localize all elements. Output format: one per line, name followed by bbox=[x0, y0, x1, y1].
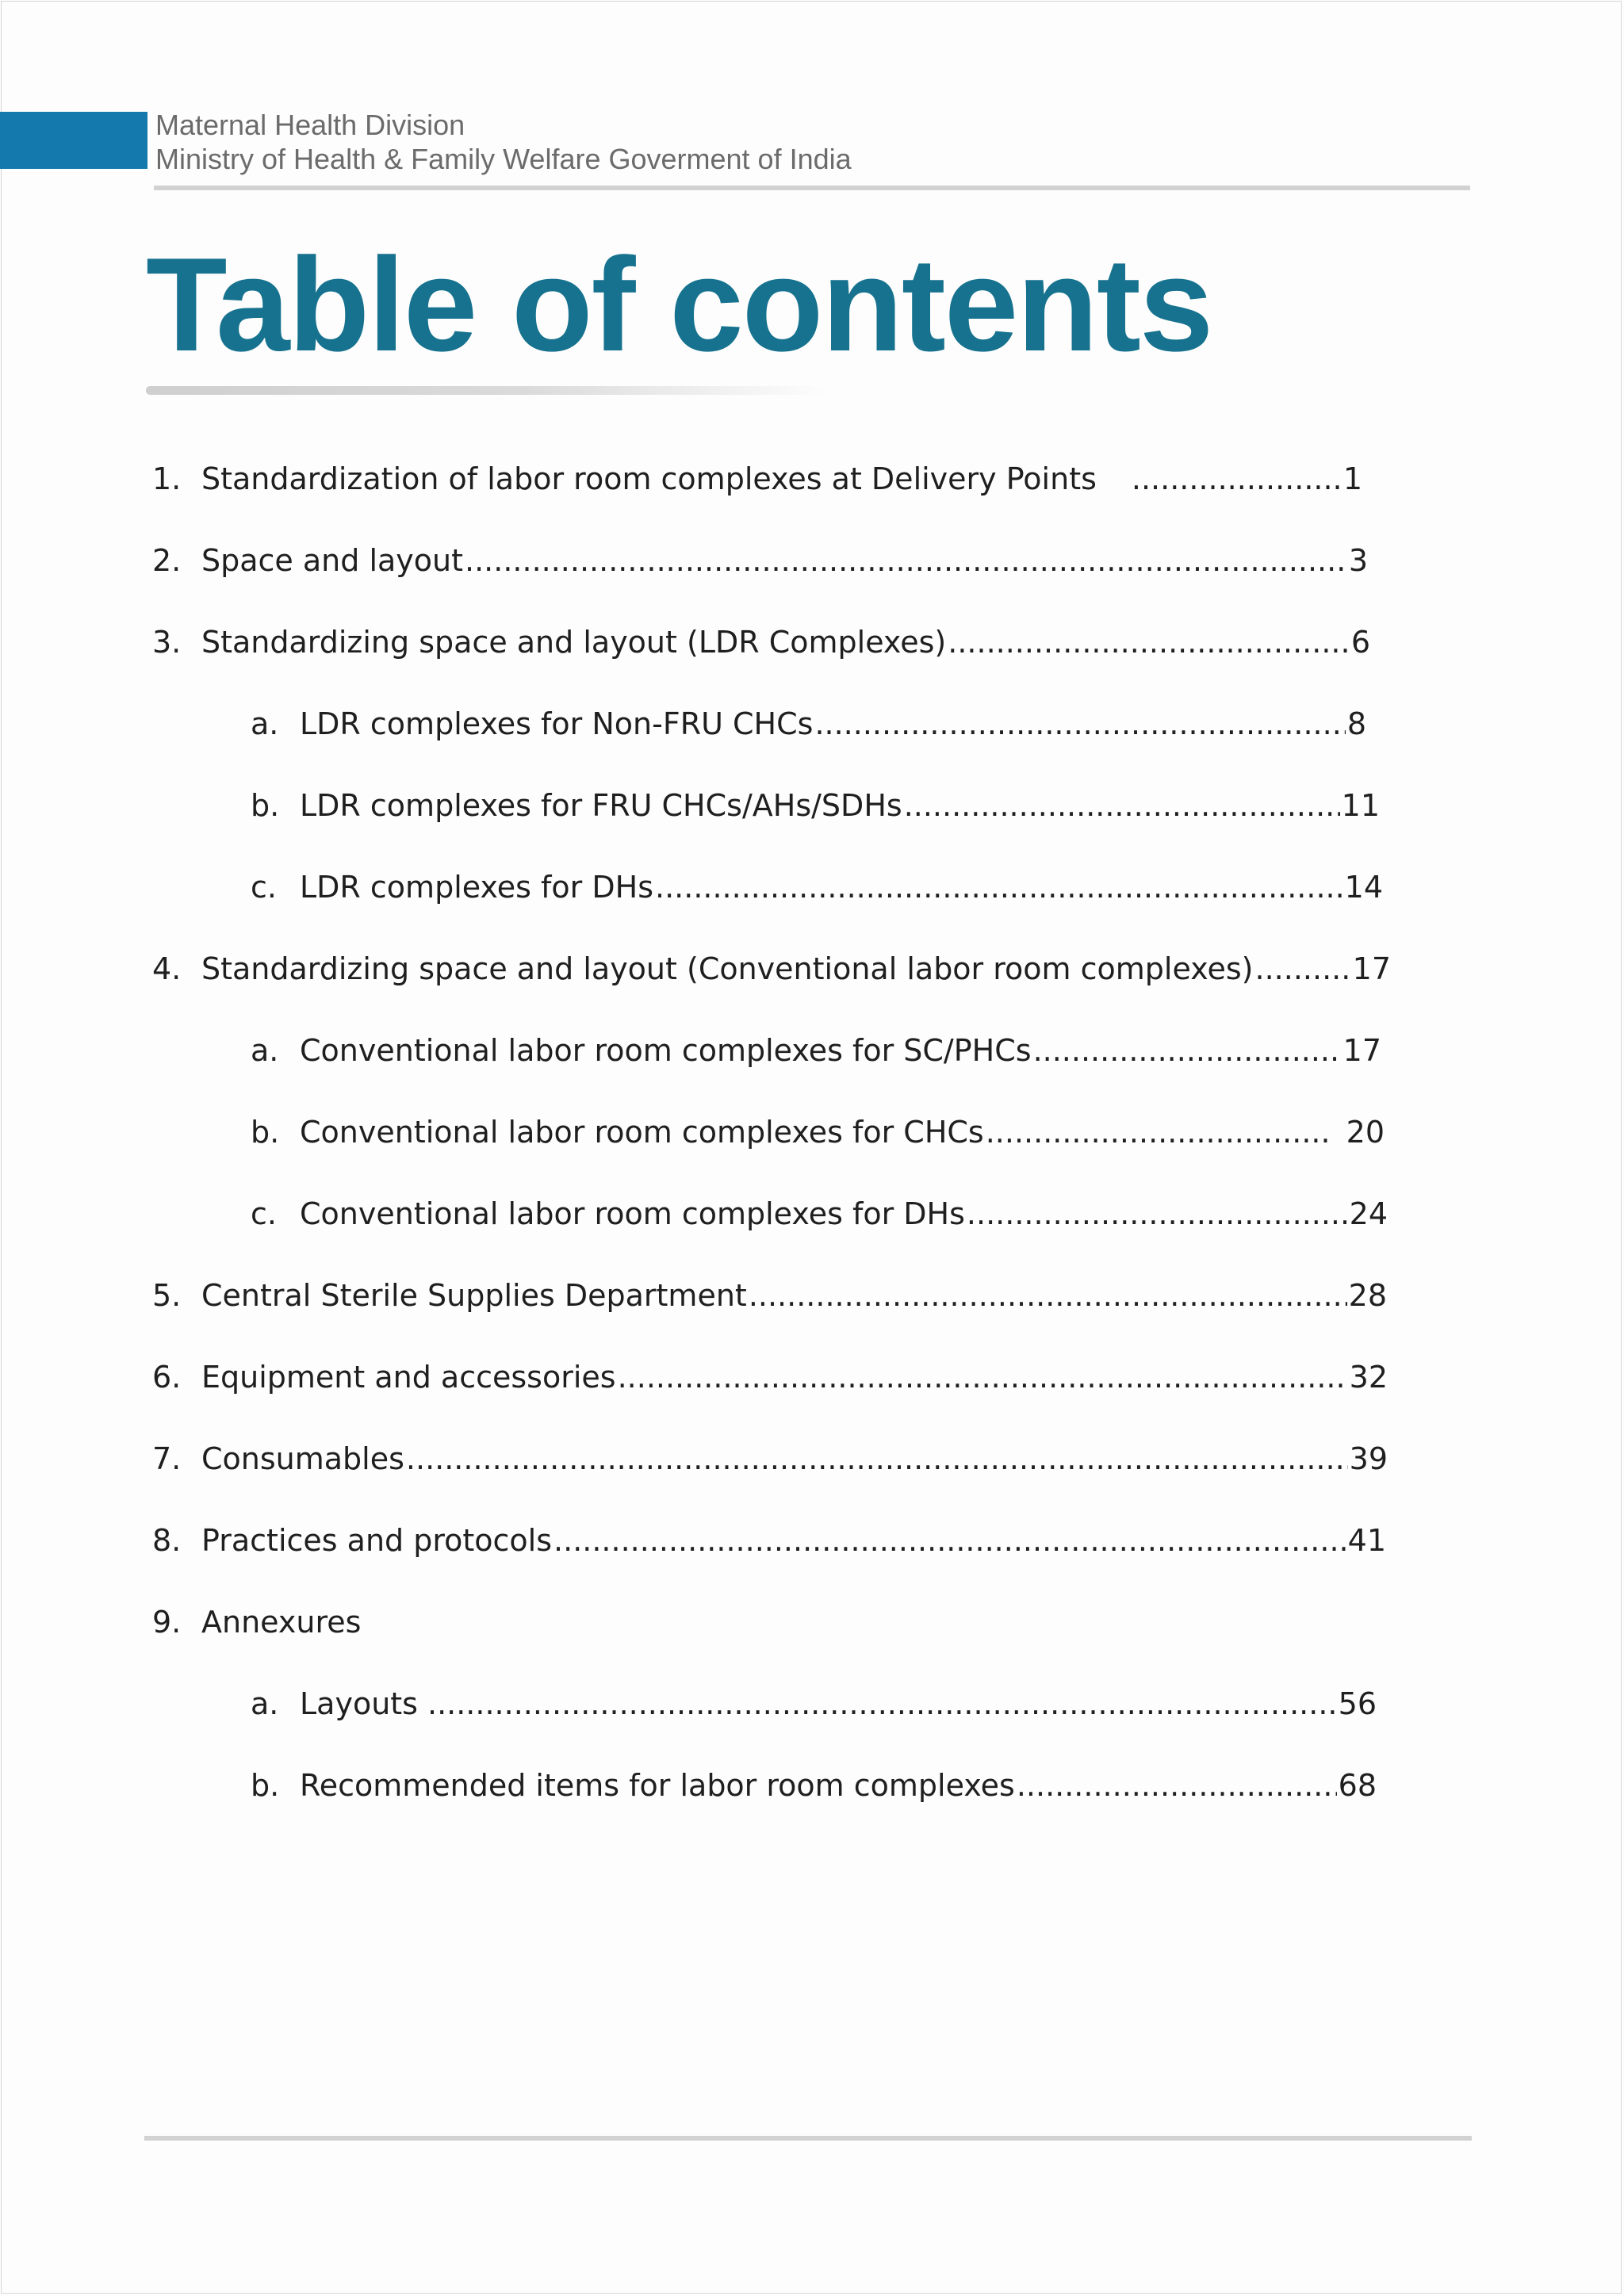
toc-page-number: 14 bbox=[1344, 870, 1383, 905]
toc-letter: a. bbox=[251, 1686, 279, 1721]
toc-entry[interactable] bbox=[251, 1196, 1388, 1241]
toc-title: Conventional labor room complexes for SC/PHCs bbox=[300, 1033, 1032, 1068]
toc-leader bbox=[967, 1196, 1348, 1231]
toc-page-number: 1 bbox=[1342, 461, 1362, 496]
toc-page-number: 28 bbox=[1348, 1278, 1387, 1313]
toc-title: Consumables bbox=[201, 1441, 404, 1476]
toc-entry[interactable] bbox=[152, 461, 1362, 506]
toc-title: Standardizing space and layout (Conventional labor room complexes) bbox=[201, 951, 1254, 986]
toc-title: Practices and protocols bbox=[201, 1523, 553, 1558]
toc-entry[interactable] bbox=[152, 1523, 1386, 1567]
toc-entry[interactable] bbox=[251, 1115, 1385, 1159]
toc-page-number: 32 bbox=[1349, 1360, 1388, 1395]
toc-title: LDR complexes for Non-FRU CHCs bbox=[300, 706, 814, 741]
toc-entry[interactable] bbox=[152, 625, 1370, 669]
toc-entry[interactable] bbox=[152, 543, 1368, 587]
toc-page-number: 8 bbox=[1346, 706, 1366, 741]
toc-page-number: 17 bbox=[1352, 951, 1391, 986]
toc-number: 9. bbox=[152, 1605, 182, 1640]
toc-letter: b. bbox=[251, 1768, 280, 1803]
toc-page-number: 6 bbox=[1350, 625, 1370, 660]
toc-leader bbox=[406, 1441, 1348, 1476]
toc-number: 1. bbox=[152, 461, 182, 496]
toc-number: 4. bbox=[152, 951, 182, 986]
toc-entry[interactable] bbox=[251, 1768, 1377, 1812]
toc-entry[interactable] bbox=[251, 788, 1380, 832]
toc-leader bbox=[1255, 951, 1351, 986]
toc-leader bbox=[655, 870, 1343, 905]
toc-leader bbox=[904, 788, 1340, 823]
toc-title: LDR complexes for FRU CHCs/AHs/SDHs bbox=[300, 788, 902, 823]
toc-leader bbox=[749, 1278, 1347, 1313]
toc-entry[interactable] bbox=[251, 870, 1383, 914]
toc-entry[interactable] bbox=[251, 1686, 1377, 1731]
toc-title: Central Sterile Supplies Department bbox=[201, 1278, 747, 1313]
page-title: Table of contents bbox=[146, 230, 1212, 379]
toc-page-number: 3 bbox=[1348, 543, 1368, 578]
toc-entry[interactable] bbox=[152, 1605, 361, 1649]
toc-title: Conventional labor room complexes for DHs bbox=[300, 1196, 965, 1231]
toc-number: 7. bbox=[152, 1441, 182, 1476]
toc-entry[interactable] bbox=[251, 1033, 1381, 1077]
toc-entry[interactable] bbox=[152, 1360, 1388, 1404]
toc-page-number: 41 bbox=[1347, 1523, 1386, 1558]
toc-entry[interactable] bbox=[152, 951, 1391, 996]
toc-leader bbox=[1033, 1033, 1342, 1068]
toc-leader bbox=[427, 1686, 1337, 1721]
toc-number: 3. bbox=[152, 625, 182, 660]
toc-letter: b. bbox=[251, 788, 280, 823]
toc-letter: b. bbox=[251, 1115, 280, 1150]
toc-leader bbox=[1017, 1768, 1337, 1803]
toc-leader bbox=[553, 1523, 1346, 1558]
toc-title: Annexures bbox=[201, 1605, 362, 1640]
toc-leader bbox=[948, 625, 1350, 660]
toc-title: Equipment and accessories bbox=[201, 1360, 616, 1395]
toc-leader bbox=[814, 706, 1345, 741]
toc-letter: c. bbox=[251, 1196, 277, 1231]
toc-number: 2. bbox=[152, 543, 182, 578]
toc-page-number: 17 bbox=[1342, 1033, 1381, 1068]
toc-entry[interactable] bbox=[152, 1278, 1387, 1322]
toc-title: Standardizing space and layout (LDR Complexes) bbox=[201, 625, 947, 660]
toc-entry[interactable] bbox=[152, 1441, 1388, 1486]
toc-letter: a. bbox=[251, 706, 279, 741]
toc-title: Recommended items for labor room complexes bbox=[300, 1768, 1015, 1803]
toc-entry[interactable] bbox=[251, 706, 1366, 751]
toc-leader bbox=[465, 543, 1347, 578]
toc-leader bbox=[986, 1115, 1327, 1150]
toc-page-number: 56 bbox=[1338, 1686, 1377, 1721]
toc-number: 6. bbox=[152, 1360, 182, 1395]
toc-title: Space and layout bbox=[201, 543, 464, 578]
footer-divider bbox=[144, 2136, 1472, 2141]
toc-letter: a. bbox=[251, 1033, 279, 1068]
toc-page-number: 11 bbox=[1341, 788, 1380, 823]
toc-number: 8. bbox=[152, 1523, 182, 1558]
toc-leader bbox=[618, 1360, 1348, 1395]
header-division: Maternal Health Division bbox=[155, 109, 465, 141]
toc-title: Layouts bbox=[300, 1686, 418, 1721]
toc-letter: c. bbox=[251, 870, 277, 905]
toc-title: Standardization of labor room complexes at Delivery Points bbox=[201, 461, 1097, 496]
toc-leader bbox=[1132, 461, 1342, 496]
toc-number: 5. bbox=[152, 1278, 182, 1313]
toc-page-number: 68 bbox=[1338, 1768, 1377, 1803]
header-ministry: Ministry of Health & Family Welfare Goverment of India bbox=[155, 143, 852, 175]
toc-title: Conventional labor room complexes for CHCs bbox=[300, 1115, 984, 1150]
toc-page-number: 20 bbox=[1346, 1115, 1385, 1150]
toc-title: LDR complexes for DHs bbox=[300, 870, 653, 905]
toc-page-number: 39 bbox=[1349, 1441, 1388, 1476]
toc-page-number: 24 bbox=[1349, 1196, 1388, 1231]
